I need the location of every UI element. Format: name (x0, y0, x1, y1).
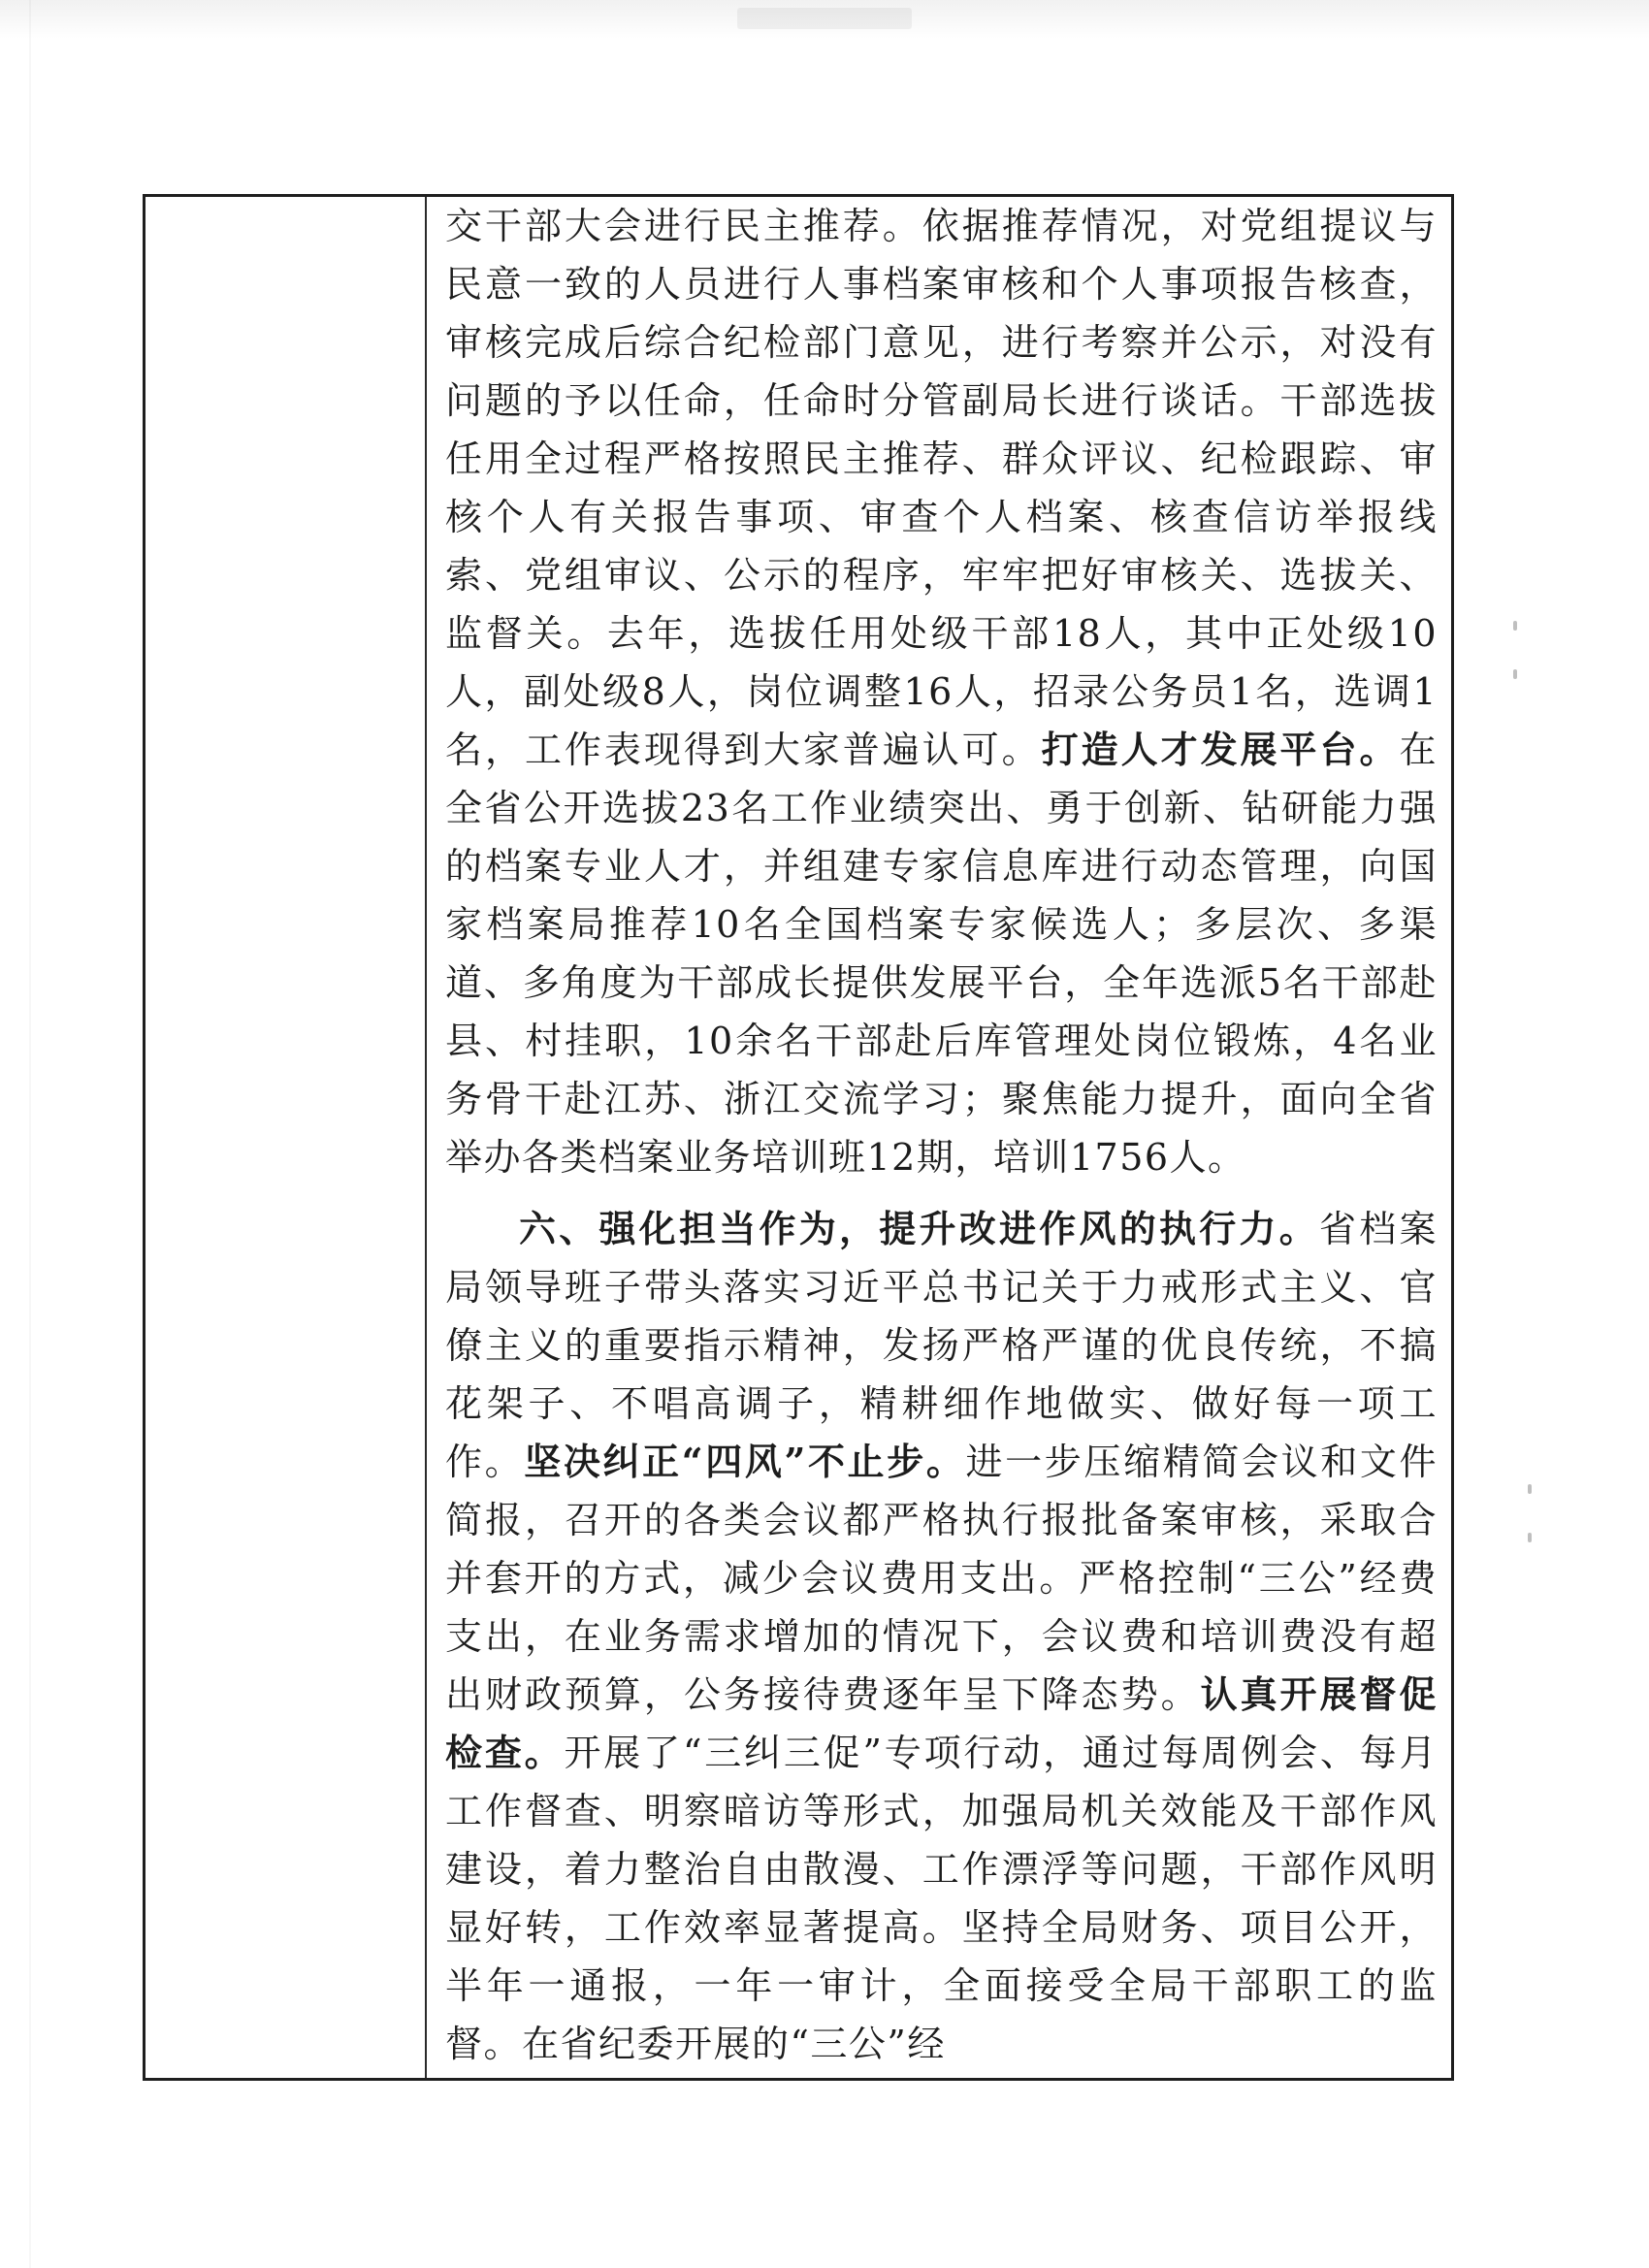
form-label-column (146, 197, 427, 2078)
section-heading: 六、强化担当作为，提升改进作风的执行力。 (519, 1207, 1319, 1250)
body-paragraph (445, 1200, 1438, 2073)
paragraph-text: 省档案局领导班子带头落实习近平总书记关于力戒形式主义、官僚主义的重要指示精神，发扬严格严谨的优良传统，不搞花架子、不唱高调子，精耕细作地做实、做好每一项工作。 (445, 1208, 1438, 1483)
bold-heading: 认真开展督促检查。 (445, 1672, 1438, 1774)
form-table (143, 194, 1454, 2081)
form-content-column (428, 197, 1451, 2078)
scan-mark (1528, 1484, 1532, 1494)
scan-mark (1513, 669, 1517, 679)
paragraph-text: 开展了“三纠三促”专项行动，通过每周例会、每月工作督查、明察暗访等形式，加强局机关效能及干部作风建设，着力整治自由散漫、工作漂浮等问题，干部作风明显好转，工作效率显著提高。坚持全局财务、项目公开，半年一通报，一年一审计，全面接受全局干部职工的监督。在省纪委开展的“三公”经 (445, 1732, 1438, 2065)
body-paragraph (445, 197, 1438, 1186)
scan-mark (1528, 1533, 1532, 1542)
page-header-ghost (737, 8, 912, 29)
bold-heading: 打造人才发展平台。 (1041, 728, 1400, 771)
scan-edge (29, 0, 31, 2268)
bleed-through-text (291, 205, 322, 263)
paragraph-text: 进一步压缩精简会议和文件简报，召开的各类会议都严格执行报批备案审核，采取合并套开的方式，减少会议费用支出。严格控制“三公”经费支出，在业务需求增加的情况下，会议费和培训费没有超出财政预算，公务接待费逐年呈下降态势。 (445, 1441, 1438, 1716)
paragraph-text: 在全省公开选拔23名工作业绩突出、勇于创新、钻研能力强的档案专业人才，并组建专家信息库进行动态管理，向国家档案局推荐10名全国档案专家候选人；多层次、多渠道、多角度为干部成长提供发展平台，全年选派5名干部赴县、村挂职，10余名干部赴后库管理处岗位锻炼，4名业务骨干赴江苏、浙江交流学习；聚焦能力提升，面向全省举办各类档案业务培训班12期，培训1756人。 (445, 729, 1438, 1179)
paragraph-text: 交干部大会进行民主推荐。依据推荐情况，对党组提议与民意一致的人员进行人事档案审核和个人事项报告核查，审核完成后综合纪检部门意见，进行考察并公示，对没有问题的予以任命，任命时分管副局长进行谈话。干部选拔任用全过程严格按照民主推荐、群众评议、纪检跟踪、审核个人有关报告事项、审查个人档案、核查信访举报线索、党组审议、公示的程序，牢牢把好审核关、选拔关、监督关。去年，选拔任用处级干部18人，其中正处级10人，副处级8人，岗位调整16人，招录公务员1名，选调1名，工作表现得到大家普遍认可。 (445, 205, 1438, 771)
bold-heading: 坚决纠正“四风”不止步。 (524, 1440, 966, 1483)
scan-mark (1513, 621, 1517, 631)
